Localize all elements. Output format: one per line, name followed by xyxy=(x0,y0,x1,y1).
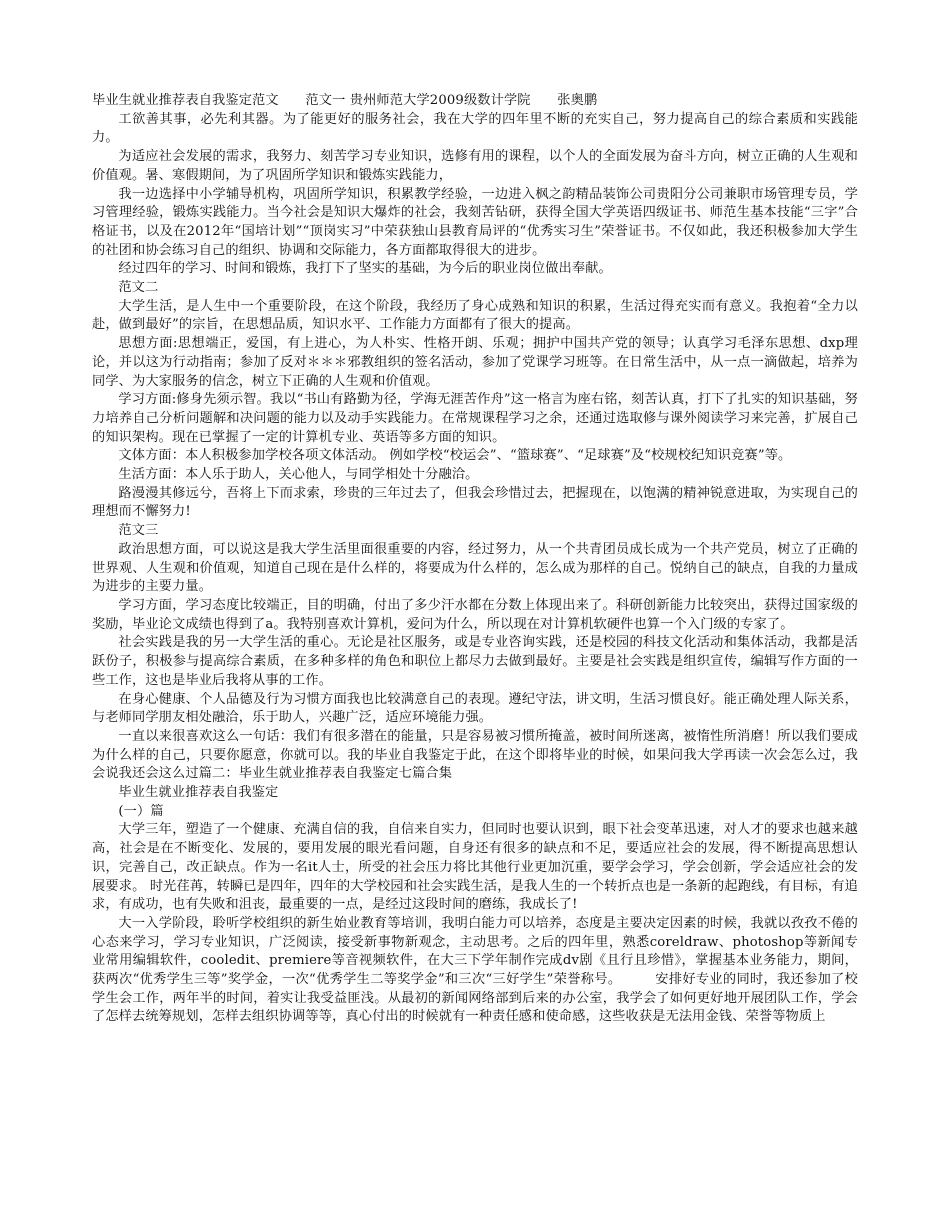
paragraph: 工欲善其事，必先利其器。为了能更好的服务社会，我在大学的四年里不断的充实自己，努力提高自己的综合素质和实践能力。 xyxy=(92,111,858,146)
paragraph: 毕业生就业推荐表自我鉴定范文 范文一 贵州师范大学2009级数计学院 张奥鹏 xyxy=(92,93,598,108)
paragraph: 大学三年，塑造了一个健康、充满自信的我，自信来自实力，但同时也要认识到，眼下社会变革迅速，对人才的要求也越来越高，社会是在不断变化、发展的，要用发展的眼光看问题，自身还有很多的缺点和不足，要适应社会的发展，得不断提高思想认识，完善自己，改正缺点。作为一名it人士，所受的社会压力将比其他行业更加沉重，要学会学习，学会创新，学会适应社会的发展要求。 时光荏苒，转瞬已是四年，四年的大学校园和社会实践生活，是我人生的一个转折点也是一条新的起跑线，有目标，有追求，有成功，也有失败和沮丧，最重要的一点，是经过这段时间的磨练，我成长了! xyxy=(92,822,858,913)
paragraph: 生活方面：本人乐于助人，关心他人，与同学相处十分融洽。 xyxy=(118,467,479,483)
paragraph: 路漫漫其修远兮，吾将上下而求索，珍贵的三年过去了，但我会珍惜过去，把握现在，以饱满的精神锐意进取，为实现自己的理想而不懈努力! xyxy=(92,485,858,520)
paragraph: 范文二 xyxy=(118,280,159,296)
paragraph: 政治思想方面，可以说这是我大学生活里面很重要的内容，经过努力，从一个共青团员成长成为一个共产党员，树立了正确的世界观、人生观和价值观，知道自己现在是什么样的，将要成为什么样的，怎么成为那样的自己。悦纳自己的缺点，自我的力量成为进步的主要力量。 xyxy=(92,541,858,595)
paragraph: 经过四年的学习、时间和锻炼，我打下了坚实的基础，为今后的职业岗位做出奉献。 xyxy=(118,261,612,277)
paragraph: 社会实践是我的另一大学生活的重心。无论是社区服务，或是专业咨询实践，还是校园的科技文化活动和集体活动，我都是活跃份子，积极参与提高综合素质，在多种多样的角色和职位上都尽力去做到最好。主要是社会实践是组织宣传，编辑写作方面的一些工作，这也是毕业后我将从事的工作。 xyxy=(92,635,858,688)
paragraph: 思想方面:思想端正，爱国，有上进心，为人朴实、性格开朗、乐观；拥护中国共产党的领导；认真学习毛泽东思想、dxp理论，并以这为行动指南；参加了反对＊＊＊邪教组织的签名活动，参加了党课学习班等。在日常生活中，从一点一滴做起，培养为同学、为大家服务的信念，树立下正确的人生观和价值观。 xyxy=(92,336,858,389)
paragraph: 学习方面:修身先须示智。我以“书山有路勤为径，学海无涯苦作舟”这一格言为座右铭，刻苦认真，打下了扎实的知识基础，努力培养自己分析问题解和决问题的能力以及动手实践能力。在常规课程学习之余，还通过选取修与课外阅读学习来完善，扩展自己的知识架构。现在已掌握了一定的计算机专业、英语等多方面的知识。 xyxy=(92,392,858,445)
paragraph: 文体方面：本人积极参加学校各项文体活动。 例如学校“校运会”、“篮球赛”、“足球赛”及“校规校纪知识竞赛”等。 xyxy=(118,448,792,464)
document-body xyxy=(92,92,858,1027)
paragraph: (一）篇 xyxy=(118,803,164,819)
paragraph: 学习方面，学习态度比较端正，目的明确，付出了多少汗水都在分数上体现出来了。科研创新能力比较突出，获得过国家级的奖励，毕业论文成绩也得到了a。我特别喜欢计算机，爱问为什么，所以现在对计算机软硬件也算一个入门级的专家了。 xyxy=(92,597,858,632)
paragraph: 一直以来很喜欢这么一句话：我们有很多潜在的能量，只是容易被习惯所掩盖，被时间所迷离，被惰性所消磨！所以我们要成为什么样的自己，只要你愿意，你就可以。我的毕业自我鉴定于此，在这个即将毕业的时候，如果问我大学再读一次会怎么过，我会说我还会这么过篇二：毕业生就业推荐表自我鉴定七篇合集 xyxy=(92,728,858,782)
paragraph: 在身心健康、个人品德及行为习惯方面我也比较满意自己的表现。遵纪守法，讲文明，生活习惯良好。能正确处理人际关系，与老师同学朋友相处融洽，乐于助人，兴趣广泛，适应环境能力强。 xyxy=(92,691,858,726)
paragraph: 我一边选择中小学辅导机构，巩固所学知识，积累教学经验，一边进入枫之韵精品装饰公司贵阳分公司兼职市场管理专员，学习管理经验，锻炼实践能力。当今社会是知识大爆炸的社会，我刻苦钻研，获得全国大学英语四级证书、师范生基本技能“三字”合格证书，以及在2012年“国培计划”“顶岗实习”中荣获独山县教育局评的“优秀实习生”荣誉证书。不仅如此，我还积极参加大学生的社团和协会练习自己的组织、协调和交际能力，各方面都取得很大的进步。 xyxy=(92,186,858,258)
paragraph: 为适应社会发展的需求，我努力、刻苦学习专业知识，选修有用的课程，以个人的全面发展为奋斗方向，树立正确的人生观和价值观。暑、寒假期间，为了巩固所学知识和锻炼实践能力， xyxy=(92,149,858,183)
paragraph: 大学生活，是人生中一个重要阶段，在这个阶段，我经历了身心成熟和知识的积累，生活过得充实而有意义。我抱着“全力以赴，做到最好”的宗旨，在思想品质，知识水平、工作能力方面都有了很大的提高。 xyxy=(92,298,858,333)
paragraph: 范文三 xyxy=(118,523,159,539)
paragraph: 毕业生就业推荐表自我鉴定 xyxy=(118,785,279,801)
paragraph: 大一入学阶段，聆听学校组织的新生始业教育等培训，我明白能力可以培养，态度是主要决定因素的时候，我就以孜孜不倦的心态来学习，学习专业知识，广泛阅读，接受新事物新观念，主动思考。之后的四年里，熟悉coreldraw、photoshop等新闻专业常用编辑软件，cooledit、premiere等音视频软件，在大三下学年制作完成dv剧《且行且珍惜》，掌握基本业务能力，期间，获两次“优秀学生三等”奖学金，一次“优秀学生二等奖学金”和三次“三好学生”荣誉称号。 安排好专业的同时，我还参加了校学生会工作，两年半的时间，着实让我受益匪浅。从最初的新闻网络部到后来的办公室，我学会了如何更好地开展团队工作，学会了怎样去统筹规划，怎样去组织协调等等，真心付出的时候就有一种责任感和使命感，这些收获是无法用金钱、荣誉等物质上 xyxy=(92,915,858,1025)
